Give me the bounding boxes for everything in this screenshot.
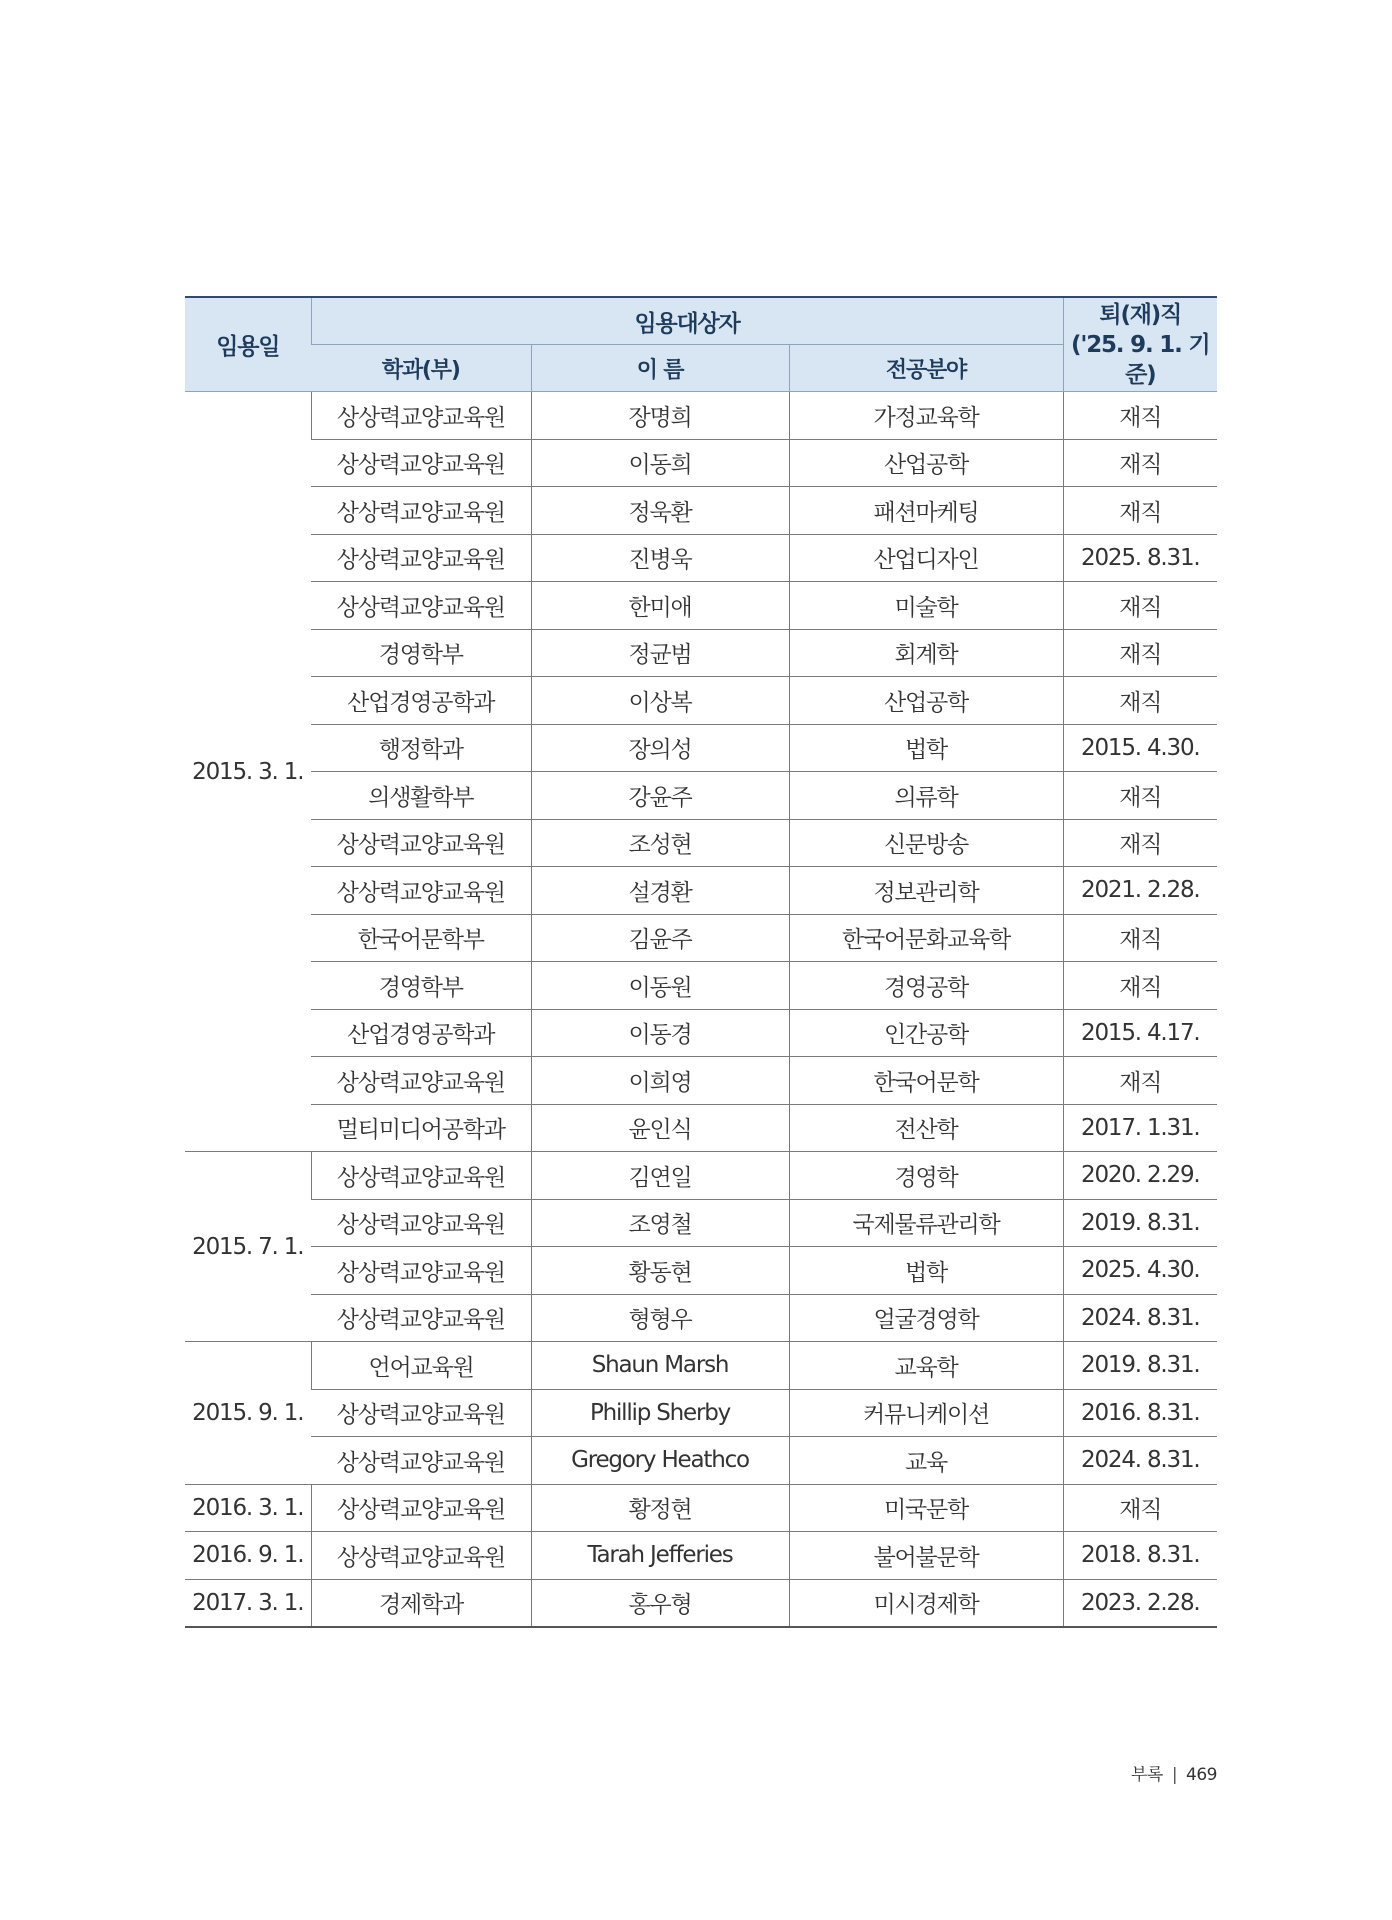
table-row (185, 1484, 1217, 1532)
field-cell: 교육 (789, 1437, 1063, 1485)
dept-cell: 경영학부 (311, 629, 531, 677)
name-cell: 이동원 (531, 962, 789, 1010)
dept-cell: 한국어문학부 (311, 914, 531, 962)
header-status-line2: ('25. 9. 1. 기준) (1071, 331, 1210, 388)
status-cell: 재직 (1063, 582, 1217, 630)
header-date: 임용일 (185, 297, 311, 392)
dept-cell: 상상력교양교육원 (311, 1199, 531, 1247)
status-cell: 2020. 2.29. (1063, 1152, 1217, 1200)
dept-cell: 상상력교양교육원 (311, 439, 531, 487)
field-cell: 법학 (789, 724, 1063, 772)
field-cell: 패션마케팅 (789, 487, 1063, 535)
table-row (185, 1199, 1217, 1247)
field-cell: 얼굴경영학 (789, 1294, 1063, 1342)
field-cell: 한국어문학 (789, 1057, 1063, 1105)
dept-cell: 상상력교양교육원 (311, 392, 531, 440)
field-cell: 산업공학 (789, 439, 1063, 487)
footer-page-number: 469 (1186, 1765, 1217, 1785)
header-status (1063, 297, 1217, 392)
table-row (185, 819, 1217, 867)
name-cell: 조성현 (531, 819, 789, 867)
footer-section: 부록 (1130, 1765, 1163, 1785)
name-cell: 황동현 (531, 1247, 789, 1295)
table-header (185, 297, 1217, 392)
name-cell: 황정현 (531, 1484, 789, 1532)
status-cell: 2019. 8.31. (1063, 1342, 1217, 1390)
header-appointee-group: 임용대상자 (311, 297, 1063, 345)
status-cell: 재직 (1063, 629, 1217, 677)
table-row (185, 1104, 1217, 1152)
appointment-table (185, 296, 1217, 1628)
field-cell: 법학 (789, 1247, 1063, 1295)
status-cell: 2025. 8.31. (1063, 534, 1217, 582)
status-cell: 재직 (1063, 392, 1217, 440)
table-row (185, 1294, 1217, 1342)
name-cell: 김윤주 (531, 914, 789, 962)
name-cell: 홍우형 (531, 1579, 789, 1627)
name-cell: 김연일 (531, 1152, 789, 1200)
name-cell: Tarah Jefferies (531, 1532, 789, 1580)
table-row (185, 487, 1217, 535)
name-cell: 조영철 (531, 1199, 789, 1247)
dept-cell: 상상력교양교육원 (311, 487, 531, 535)
status-cell: 2019. 8.31. (1063, 1199, 1217, 1247)
status-cell: 2023. 2.28. (1063, 1579, 1217, 1627)
table-row (185, 724, 1217, 772)
appointment-date-cell: 2015. 7. 1. (185, 1152, 311, 1342)
dept-cell: 상상력교양교육원 (311, 1437, 531, 1485)
field-cell: 경영공학 (789, 962, 1063, 1010)
status-cell: 재직 (1063, 772, 1217, 820)
status-cell: 2016. 8.31. (1063, 1389, 1217, 1437)
field-cell: 인간공학 (789, 1009, 1063, 1057)
status-cell: 재직 (1063, 1057, 1217, 1105)
header-field: 전공분야 (789, 345, 1063, 392)
table-row (185, 1342, 1217, 1390)
name-cell: 설경환 (531, 867, 789, 915)
field-cell: 산업디자인 (789, 534, 1063, 582)
field-cell: 회계학 (789, 629, 1063, 677)
field-cell: 불어불문학 (789, 1532, 1063, 1580)
dept-cell: 산업경영공학과 (311, 677, 531, 725)
page-footer (1131, 1760, 1217, 1785)
name-cell: 이동경 (531, 1009, 789, 1057)
name-cell: 정균범 (531, 629, 789, 677)
field-cell: 국제물류관리학 (789, 1199, 1063, 1247)
table-row (185, 392, 1217, 440)
dept-cell: 경제학과 (311, 1579, 531, 1627)
dept-cell: 상상력교양교육원 (311, 582, 531, 630)
dept-cell: 상상력교양교육원 (311, 867, 531, 915)
field-cell: 커뮤니케이션 (789, 1389, 1063, 1437)
field-cell: 정보관리학 (789, 867, 1063, 915)
dept-cell: 상상력교양교육원 (311, 1484, 531, 1532)
field-cell: 전산학 (789, 1104, 1063, 1152)
status-cell: 2015. 4.17. (1063, 1009, 1217, 1057)
table-row (185, 534, 1217, 582)
appointment-table-wrapper (185, 296, 1217, 1628)
header-name: 이 름 (531, 345, 789, 392)
header-status-line1: 퇴(재)직 (1099, 301, 1182, 328)
name-cell: Gregory Heathco (531, 1437, 789, 1485)
table-row (185, 1057, 1217, 1105)
table-row (185, 1579, 1217, 1627)
header-dept: 학과(부) (311, 345, 531, 392)
table-row (185, 962, 1217, 1010)
appointment-date-cell: 2016. 3. 1. (185, 1484, 311, 1532)
name-cell: 진병욱 (531, 534, 789, 582)
field-cell: 한국어문화교육학 (789, 914, 1063, 962)
table-row (185, 1009, 1217, 1057)
status-cell: 2018. 8.31. (1063, 1532, 1217, 1580)
dept-cell: 경영학부 (311, 962, 531, 1010)
dept-cell: 산업경영공학과 (311, 1009, 531, 1057)
table-row (185, 1389, 1217, 1437)
status-cell: 재직 (1063, 487, 1217, 535)
status-cell: 2025. 4.30. (1063, 1247, 1217, 1295)
field-cell: 미국문학 (789, 1484, 1063, 1532)
table-row (185, 1437, 1217, 1485)
dept-cell: 상상력교양교육원 (311, 1294, 531, 1342)
table-body (185, 392, 1217, 1628)
status-cell: 2017. 1.31. (1063, 1104, 1217, 1152)
dept-cell: 상상력교양교육원 (311, 1152, 531, 1200)
name-cell: 한미애 (531, 582, 789, 630)
table-row (185, 1532, 1217, 1580)
field-cell: 교육학 (789, 1342, 1063, 1390)
dept-cell: 상상력교양교육원 (311, 1247, 531, 1295)
status-cell: 2024. 8.31. (1063, 1437, 1217, 1485)
name-cell: 정욱환 (531, 487, 789, 535)
dept-cell: 상상력교양교육원 (311, 819, 531, 867)
name-cell: 이상복 (531, 677, 789, 725)
field-cell: 가정교육학 (789, 392, 1063, 440)
name-cell: 형형우 (531, 1294, 789, 1342)
footer-divider: | (1171, 1765, 1178, 1785)
name-cell: 장의성 (531, 724, 789, 772)
name-cell: 윤인식 (531, 1104, 789, 1152)
field-cell: 미시경제학 (789, 1579, 1063, 1627)
field-cell: 의류학 (789, 772, 1063, 820)
table-row (185, 439, 1217, 487)
name-cell: 이희영 (531, 1057, 789, 1105)
status-cell: 재직 (1063, 1484, 1217, 1532)
field-cell: 경영학 (789, 1152, 1063, 1200)
table-row (185, 914, 1217, 962)
dept-cell: 멀티미디어공학과 (311, 1104, 531, 1152)
appointment-date-cell: 2017. 3. 1. (192, 1589, 304, 1616)
status-cell: 2021. 2.28. (1063, 867, 1217, 915)
name-cell: Phillip Sherby (531, 1389, 789, 1437)
name-cell: 이동희 (531, 439, 789, 487)
table-row (185, 1152, 1217, 1200)
name-cell: 장명희 (531, 392, 789, 440)
dept-cell: 상상력교양교육원 (311, 1057, 531, 1105)
dept-cell: 상상력교양교육원 (311, 534, 531, 582)
dept-cell: 상상력교양교육원 (311, 1389, 531, 1437)
dept-cell: 행정학과 (311, 724, 531, 772)
table-row (185, 1247, 1217, 1295)
status-cell: 2015. 4.30. (1063, 724, 1217, 772)
table-row (185, 867, 1217, 915)
status-cell: 재직 (1063, 439, 1217, 487)
table-row (185, 772, 1217, 820)
name-cell: 강윤주 (531, 772, 789, 820)
appointment-date-cell: 2015. 3. 1. (185, 392, 311, 1152)
field-cell: 미술학 (789, 582, 1063, 630)
status-cell: 재직 (1063, 819, 1217, 867)
table-row (185, 629, 1217, 677)
field-cell: 산업공학 (789, 677, 1063, 725)
appointment-date-cell: 2016. 9. 1. (185, 1532, 311, 1580)
table-row (185, 677, 1217, 725)
status-cell: 2024. 8.31. (1063, 1294, 1217, 1342)
appointment-date-cell: 2015. 9. 1. (185, 1342, 311, 1485)
dept-cell: 상상력교양교육원 (311, 1532, 531, 1580)
name-cell: Shaun Marsh (531, 1342, 789, 1390)
dept-cell: 의생활학부 (311, 772, 531, 820)
status-cell: 재직 (1063, 914, 1217, 962)
dept-cell: 언어교육원 (311, 1342, 531, 1390)
field-cell: 신문방송 (789, 819, 1063, 867)
table-row (185, 582, 1217, 630)
status-cell: 재직 (1063, 677, 1217, 725)
status-cell: 재직 (1063, 962, 1217, 1010)
